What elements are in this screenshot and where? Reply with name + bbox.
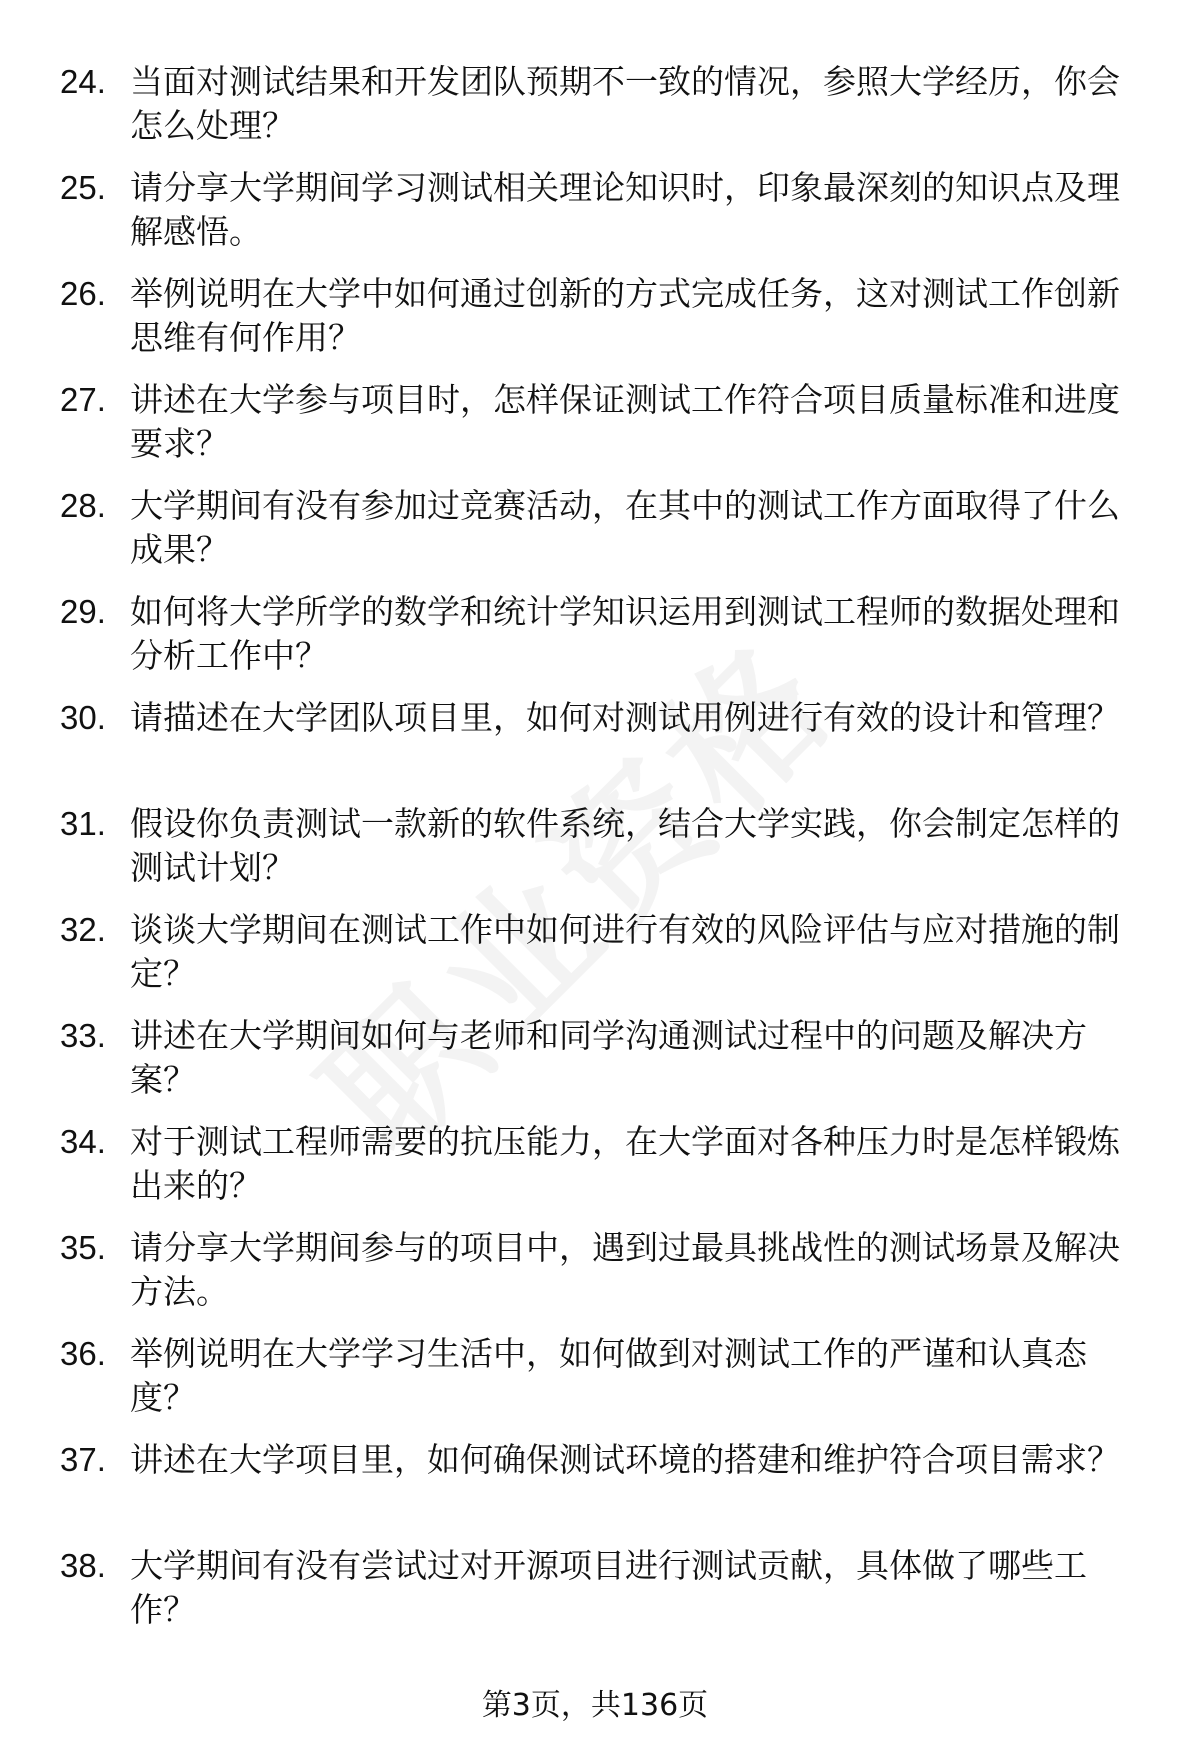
list-item [0,50,1190,156]
question-text: 大学期间有没有参加过竞赛活动，在其中的测试工作方面取得了什么成果？ [130,486,1120,569]
page-footer: 第3页，共136页 [481,1688,709,1723]
question-text: 讲述在大学项目里，如何确保测试环境的搭建和维护符合项目需求？ [130,1440,1120,1479]
list-item [0,580,1190,686]
question-text: 谈谈大学期间在测试工作中如何进行有效的风险评估与应对措施的制定？ [130,910,1120,993]
question-number: 25. [60,169,106,206]
question-text: 讲述在大学期间如何与老师和同学沟通测试过程中的问题及解决方案？ [130,1016,1087,1099]
list-item [0,792,1190,898]
question-text: 大学期间有没有尝试过对开源项目进行测试贡献，具体做了哪些工作？ [130,1546,1087,1629]
question-number: 35. [60,1229,106,1266]
question-text: 如何将大学所学的数学和统计学知识运用到测试工程师的数据处理和分析工作中？ [130,592,1120,675]
list-item [0,156,1190,262]
list-item [0,686,1190,792]
question-text: 举例说明在大学学习生活中，如何做到对测试工作的严谨和认真态度？ [130,1334,1087,1417]
question-text: 当面对测试结果和开发团队预期不一致的情况，参照大学经历，你会怎么处理？ [130,62,1120,145]
list-item [0,1322,1190,1428]
question-text: 请描述在大学团队项目里，如何对测试用例进行有效的设计和管理？ [130,698,1120,737]
question-text: 假设你负责测试一款新的软件系统，结合大学实践，你会制定怎样的测试计划？ [130,804,1120,887]
question-number: 33. [60,1017,106,1054]
list-item [0,368,1190,474]
question-list [0,50,1190,1640]
question-number: 28. [60,487,106,524]
list-item [0,474,1190,580]
list-item [0,1004,1190,1110]
list-item [0,1110,1190,1216]
question-number: 32. [60,911,106,948]
list-item [0,1216,1190,1322]
question-text: 请分享大学期间学习测试相关理论知识时，印象最深刻的知识点及理解感悟。 [130,168,1120,251]
question-number: 24. [60,63,106,100]
question-number: 29. [60,593,106,630]
list-item [0,898,1190,1004]
question-number: 36. [60,1335,106,1372]
question-number: 37. [60,1441,106,1478]
question-number: 31. [60,805,106,842]
question-number: 30. [60,699,106,736]
list-item [0,1428,1190,1534]
list-item [0,262,1190,368]
question-text: 请分享大学期间参与的项目中，遇到过最具挑战性的测试场景及解决方法。 [130,1228,1120,1311]
list-item [0,1534,1190,1640]
question-text: 讲述在大学参与项目时，怎样保证测试工作符合项目质量标准和进度要求？ [130,380,1120,463]
question-number: 38. [60,1547,106,1584]
question-number: 34. [60,1123,106,1160]
question-number: 26. [60,275,106,312]
question-text: 对于测试工程师需要的抗压能力，在大学面对各种压力时是怎样锻炼出来的？ [130,1122,1120,1205]
question-number: 27. [60,381,106,418]
question-text: 举例说明在大学中如何通过创新的方式完成任务，这对测试工作创新思维有何作用？ [130,274,1120,357]
